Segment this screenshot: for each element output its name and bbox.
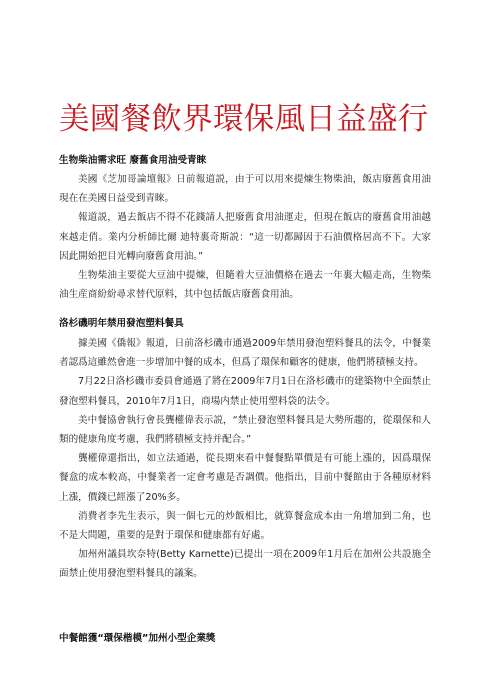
paragraph: 龔權偉還指出，如立法通過，從長期來看中餐餐點單價是有可能上漲的，因爲環保餐盒的成本較高，中餐業者一定會考慮是否調價。他指出，目前中餐館由于各種原材料上漲，價錢已經漲了20%多。 <box>59 453 431 503</box>
paragraph: 加州州議員坎奈特(Betty Karnette)已提出一項在2009年1月后在加州公共設施全面禁止使用發泡塑料餐具的議案。 <box>59 549 431 580</box>
paragraph: 據美國《僑報》報道，日前洛杉磯市通過2009年禁用發泡塑料餐具的法令，中餐業者認爲這雖然會進一步增加中餐的成本，但爲了環保和顧客的健康，他們將積極支持。 <box>59 338 431 369</box>
section-heading: 生物柴油需求旺 廢舊食用油受青睞 <box>59 155 207 166</box>
paragraph: 消費者李先生表示，與一個七元的炒飯相比，就算餐盒成本由一角增加到二角，也不是大問題，重要的是對于環保和健康都有好處。 <box>59 510 431 542</box>
section-heading: 中餐館獲“環保楷模”加州小型企業獎 <box>59 633 216 644</box>
paragraph: 生物柴油主要從大豆油中提煉，但隨着大豆油價格在過去一年裏大幅走高，生物柴油生産商紛紛尋求替代原料，其中包括飯店廢舊食用油。 <box>59 270 431 301</box>
article-section-biodiesel <box>59 153 431 304</box>
page-title: 美國餐飲界環保風日益盛行 <box>59 102 429 138</box>
article-section-foam-ban <box>59 316 431 584</box>
paragraph: 美中餐協會執行會長龔權偉表示説，“禁止發泡塑料餐具是大勢所趨的，從環保和人類的健康角度考慮，我們將積極支持并配合。” <box>59 414 431 446</box>
section-heading: 洛杉磯明年禁用發泡塑料餐具 <box>59 318 184 329</box>
paragraph: 美國《芝加哥論壇報》日前報道説，由于可以用來提煉生物柴油，飯店廢舊食用油現在在美國日益受到青睞。 <box>59 174 431 205</box>
paragraph: 7月22日洛杉磯市委員會通過了將在2009年7月1日在洛杉磯市的建築物中全面禁止發泡塑料餐具，2010年7月1日，商場内禁止使用塑料袋的法令。 <box>59 376 431 407</box>
paragraph: 報道説，過去飯店不得不花錢請人把廢舊食用油運走，但現在飯店的廢舊食用油越來越走俏。業内分析師比爾 迪特裏奇斯説：“這一切都歸因于石油價格居高不下。大家因此開始把目光轉向廢舊食用油。” <box>59 212 431 262</box>
article-section-award <box>59 631 431 646</box>
